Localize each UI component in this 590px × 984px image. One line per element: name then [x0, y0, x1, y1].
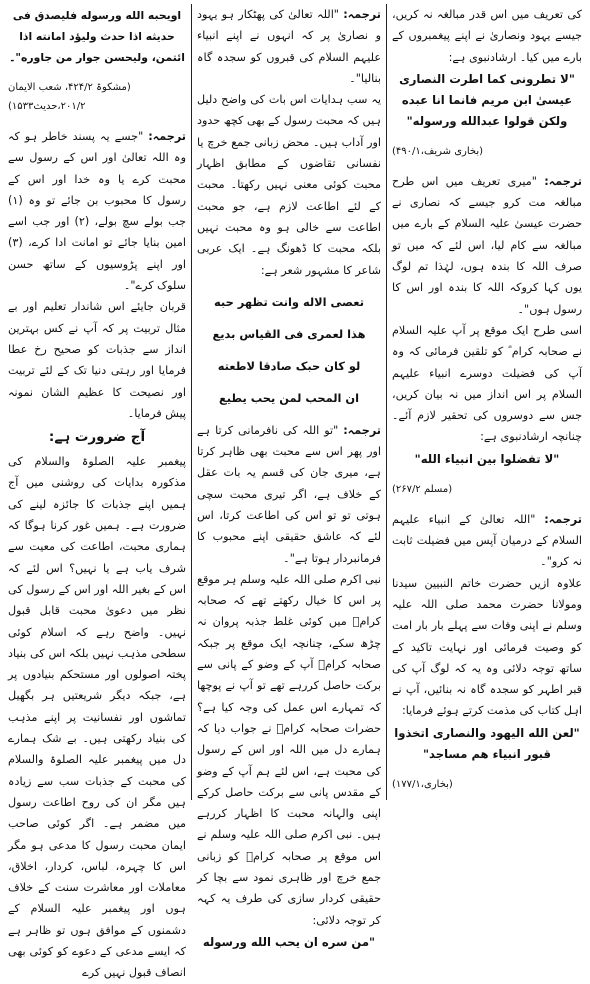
translation-paragraph [197, 4, 381, 89]
translation-label: ترجمہ: [343, 8, 381, 21]
translation-label: ترجمہ: [544, 512, 582, 526]
poem-line: ان المحب لمن یحب یطیع [218, 390, 360, 405]
hadith-arabic: "لعن الله اليهود والنصارى اتخذوا قبور انبياء هم مساجد" [394, 725, 580, 761]
translation-text: "تو اللہ کی نافرمانی کرتا ہے اور پھر اس سے محبت بھی ظاہر کرتا ہے، میری جان کی قسم یہ بات عقل کے خلاف ہے، اگر تیری محبت سچی ہوتی تو تو اس کی اطاعت کرتا، اس لئے کہ عاشق حقیقی اپنے محبوب کا فرمانبردار ہوتا ہے"۔ [197, 423, 381, 565]
right-column [387, 4, 587, 800]
translation-paragraph [197, 420, 381, 569]
translation-paragraph [392, 171, 582, 320]
section-heading: آج ضرورت ہے: [48, 429, 146, 446]
translation-text: "اللہ تعالیٰ کی پھٹکار ہو یہود و نصاریٰ پر کہ انہوں نے اپنے انبیاء علیہم السلام کی قبروں کو سجدہ گاہ بنالیا"۔ [197, 8, 381, 85]
reference: (بخاری شریف،۴۹۰/۱) [392, 145, 484, 157]
reference: (بخاری،۱۷۷/۱) [392, 778, 453, 790]
translation-label: ترجمہ: [148, 130, 186, 143]
paragraph: اسی طرح ایک موقع پر آپ علیہ السلام نے صحابہ کرام ؓ کو تلقین فرمائی کہ وہ آپ کی فضیلت دوسرے انبیاء علیہم السلام پر اس انداز میں نہ بیان کریں، جس سے دوسروں کی تحقیر لازم آئے۔ چنانچہ ارشادنبوی ہے: [392, 323, 582, 444]
translation-paragraph [392, 509, 582, 573]
left-column [3, 4, 191, 980]
translation-text: "میری تعریف میں اس طرح مبالغہ مت کرو جیسے کہ نصاری نے حضرت عیسیٰ علیہ السلام کے بارے میں مبالغہ سے کام لیا، اس لئے کہ میں تو صرف اللہ کا بندہ ہوں، لہٰذا تم لوگ یوں کہا کروکہ اللہ کا بندہ اور اس کا رسول ہوں"۔ [392, 174, 582, 316]
poem-line: هذا لعمری فی القیاس بدیع [212, 327, 366, 342]
translation-label: ترجمہ: [544, 174, 582, 188]
hadith-arabic: "لا تفضلوا بين انبياء الله" [414, 451, 560, 466]
paragraph: نبی اکرم صلی اللہ علیہ وسلم ہر موقع پر اس کا خیال رکھتے تھے کہ صحابہ کرامؓ میں کوئی غلط جذبہ پروان نہ چڑھ سکے، چنانچہ ایک موقع پر جبکہ صحابہ کرامؓ آپ کے وضو کے پانی سے برکت حاصل کررہے تھے تو آپ نے پوچھا کہ تمہارے اس عمل کی وجہ کیا ہے؟ حضرات صحابہ کرامؓ نے جواب دیا کہ ہمارے دل میں اللہ اور اس کے رسول کی محبت ہے، اس لئے ہم آپ کے وضو کے مقدس پانی سے برکت حاصل کرکے اپنی والہانہ محبت کا اظہار کررہے ہیں۔ نبی اکرم صلی اللہ علیہ وسلم نے اس موقع پر صحابہ کرامؓ کو زبانی جمع خرچ اور ظاہری نمود سے بچا کر حقیقی کردار سازی کی طرف یہ کہہ کر توجہ دلائی: [197, 572, 381, 927]
reference: (مسلم ۲۶۷/۲) [392, 483, 453, 495]
translation-text: "اللہ تعالیٰ کے انبیاء علیہم السلام کے درمیان آپس میں فضیلت ثابت نہ کرو"۔ [392, 512, 582, 569]
hadith-arabic: "من سره ان یحب الله ورسوله [202, 934, 376, 949]
reference: (مشکوۃ ۴۲۴/۲، شعب الایمان ۲۰۱/۲،حدیث۱۵۳۳) [8, 82, 131, 112]
paragraph: یہ سب ہدایات اس بات کی واضح دلیل ہیں کہ محبت رسول کے بھی کچھ حدود اور آداب ہیں۔ محض زبانی جمع خرچ یا نفسانی تقاضوں کے مطابق اظہار محبت کوئی معنی نہیں رکھتا۔ محبت کے لئے اطاعت لازم ہے، جو محبت اطاعت سے خالی ہو وہ محبت نہیں بلکہ محبت کا ڈھونگ ہے۔ ایک عربی شاعر کا مشہور شعر ہے: [197, 93, 381, 277]
paragraph: کی تعریف میں اس قدر مبالغہ نہ کریں، جیسے یہود ونصاریٰ نے اپنے پیغمبروں کے بارے میں کیا۔ ارشادنبوی ہے: [392, 8, 582, 64]
translation-label: ترجمہ: [343, 423, 382, 437]
poem-line: لو کان حبک صادقا لاطعته [217, 359, 361, 374]
middle-column [191, 4, 387, 949]
paragraph: قربان جایئے اس شاندار تعلیم اور بے مثال تربیت پر کہ آپ نے کس بہترین انداز سے جذبات کو صحیح رخ عطا فرمایا اور رہتی دنیا تک کے لئے تربیت اور نصیحت کا عظیم الشان نمونہ پیش فرمایا۔ [8, 300, 186, 420]
poem-line: تعصی الاله وانت تظهر حبه [214, 295, 364, 310]
translation-paragraph [8, 126, 186, 296]
translation-text: "جسے یہ پسند خاطر ہو کہ وہ اللہ تعالیٰ اور اس کے رسول سے محبت کرے یا وہ خدا اور اس کے رسول کا محبوب بن جائے تو وہ (۱) جب بولے سچ بولے، (۲) اور جب اسے امین بنایا جائے تو امانت ادا کرے، (۳) اور اپنے پڑوسیوں کے ساتھ حسن سلوک کرے"۔ [8, 130, 186, 293]
paragraph: علاوہ ازیں حضرت خاتم النبیین سیدنا ومولانا حضرت محمد صلی اللہ علیہ وسلم نے اپنی وفات سے پہلے بار بار امت کو وصیت فرمائی اور نہایت تاکید کے ساتھ توجہ دلائی وہ یہ کہ لوگ آپ کی قبر اطہر کو سجدہ گاہ نہ بنائیں، آپ نے اہل کتاب کی مذمت کرتے ہوئے فرمایا: [392, 576, 582, 718]
hadith-arabic: "لا تطرونی کما اطرت النصاری عیسیٰ ابن مریم فانما انا عبده ولکن قولوا عبدالله ورسوله" [399, 71, 575, 128]
paragraph: پیغمبر علیہ الصلوۃ والسلام کی مذکورہ بدایات کی روشنی میں آج ہمیں اپنے جذبات کا جائزہ لینے کی ضرورت ہے۔ ہمیں غور کرنا ہوگا کہ ہماری محبت، اطاعت کی معیت سے شرف یاب ہے یا نہیں؟ اس لئے کہ اس کے بغیر اللہ اور اس کے رسول کی نظر میں دعویٰ محبت قابل قبول نہیں۔ واضح رہے کہ اسلام کوئی سطحی مذہب نہیں بلکہ اس کی بنیاد پختہ اصولوں اور مستحکم بنیادوں پر ہے، جبکہ دیگر شریعتیں ہر بگھیل تماشوں اور نفسانیت پر اپنے مذہب کی بنیاد رکھتی ہیں۔ بے شک ہمارے دل میں پیغمبر علیہ الصلوۃ والسلام کی محبت کے جذبات سب سے زیادہ ہیں مگر ان کی روح اطاعت رسول میں مضمر ہے۔ اگر کوئی صاحب ایمان محبت رسول کا مدعی ہو مگر اس کا چہرہ، لباس، کردار، اخلاق، معاملات اور معاشرت سنت کے خلاف ہوں اور پیغمبر علیہ السلام کے دشمنوں کے موافق ہوں تو ظاہر ہے کہ ایسے مدعی کے دعوے کو کوئی بھی انصاف قبول نہیں کرے [8, 455, 186, 980]
hadith-arabic: اویحبه الله ورسوله فلیصدق فی حدیثه اذا حدث ولیؤد امانته اذا ائتمن، ولیحسن جوار من جاوره"۔ [9, 9, 185, 64]
